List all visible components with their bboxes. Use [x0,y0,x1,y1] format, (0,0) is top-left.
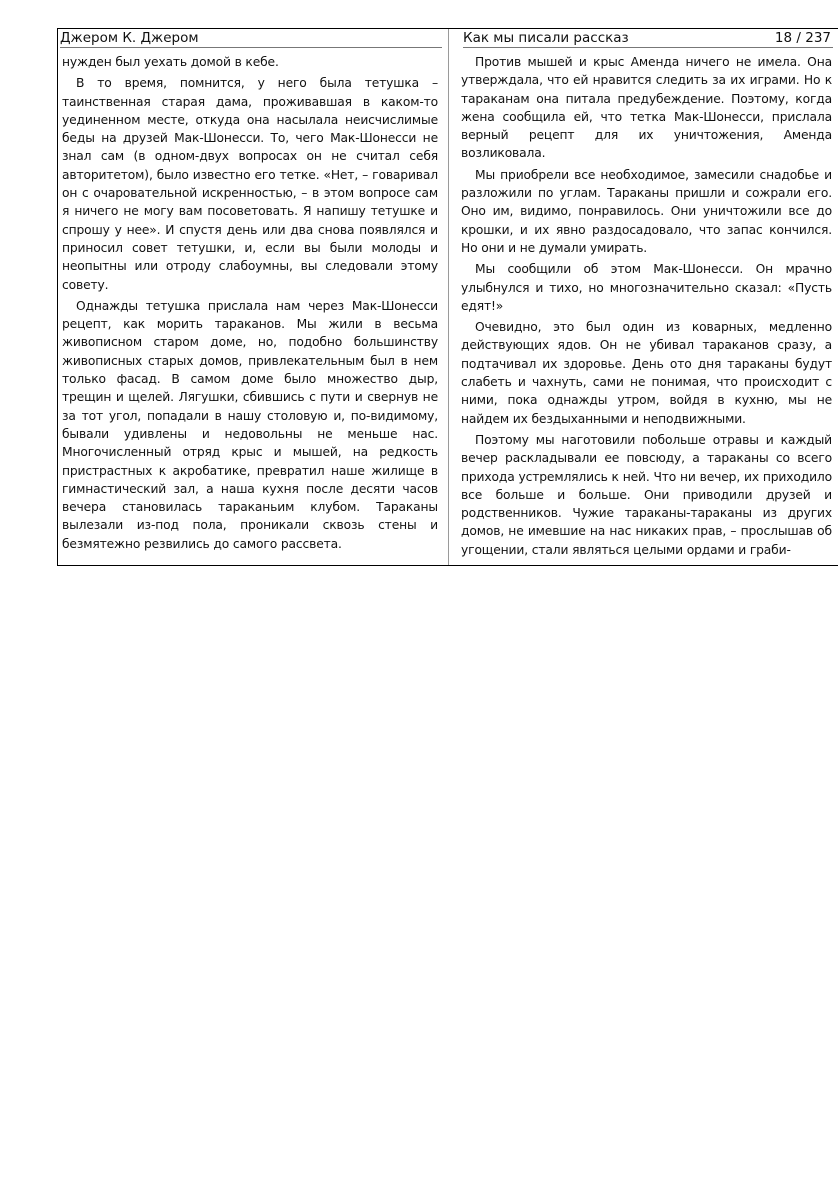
paragraph: Поэтому мы наготовили побольше отравы и каждый вечер раскладывали ее повсюду, а тараканы со всего прихода устремлялись к ней. Что ни вечер, их приходило все больше и больше. Они приводили друзей и родственников. Чужие тараканы-тараканы из других домов, не имевшие на нас никаких прав, – прослышав об угощении, стали являться целыми ордами и граби- [461,432,832,557]
left-page-header [60,29,442,48]
page-number: 18 / 237 [774,30,831,46]
right-page-text [461,53,832,559]
left-page [58,29,449,565]
paragraph: Мы приобрели все необходимое, замесили снадобье и разложили по углам. Тараканы пришли и сожрали его. Оно им, видимо, понравилось. Они уничтожили все до крошки, и их явно раздосадовало, что запас кончился. Но они и не думали умирать. [461,167,832,255]
right-page [449,29,838,565]
header-title: Как мы писали рассказ [463,30,629,46]
book-spread [57,28,838,566]
right-page-header [463,29,833,48]
paragraph: Против мышей и крыс Аменда ничего не имела. Она утверждала, что ей нравится следить за их играми. Но к тараканам она питала предубеждение. Поэтому, когда жена сообщила ей, что тетка Мак-Шонесси, прислала верный рецепт для их уничтожения, Аменда возликовала. [461,55,832,161]
left-page-text [62,53,438,553]
paragraph: Мы сообщили об этом Мак-Шонесси. Он мрачно улыбнулся и тихо, но многозначительно сказал: «Пусть едят!» [461,262,832,313]
header-author: Джером К. Джером [60,30,199,46]
paragraph: Очевидно, это был один из коварных, медленно действующих ядов. Он не убивал тараканов сразу, а подтачивал их здоровье. День ото дня тараканы будут слабеть и чахнуть, сами не понимая, что происходит с ними, пока однажды утром, войдя в кухню, мы не найдем их бездыханными и неподвижными. [461,320,832,426]
paragraph: Однажды тетушка прислала нам через Мак-Шонесси рецепт, как морить тараканов. Мы жили в весьма живописном старом доме, но, подобно большинству живописных старых домов, привлекательным был в нем только фасад. В самом доме было множество дыр, трещин и щелей. Лягушки, сбившись с пути и свернув не за тот угол, попадали в нашу столовую и, по-видимому, бывали удивлены и недовольны не меньше нас. Многочисленный отряд крыс и мышей, на редкость пристрастных к акробатике, превратил наше жилище в гимнастический зал, а наша кухня после десяти часов вечера становилась тараканьим клубом. Тараканы вылезали из-под пола, проникали сквозь стены и безмятежно резвились до самого рассвета. [62,298,438,551]
paragraph: В то время, помнится, у него была тетушка – таинственная старая дама, проживавшая в каком-то уединенном месте, откуда она насылала неисчислимые беды на друзей Мак-Шонесси. То, чего Мак-Шонесси не знал сам (в одном-двух вопросах он не считал себя авторитетом), было известно его тетке. «Нет, – говаривал он с очаровательной искренностью, – в этом вопросе сам я ничего не могу вам посоветовать. Я напишу тетушке и спрошу у нее». И спустя день или два снова появлялся и приносил совет тетушки, и, если вы были молоды и неопытны или отроду слабоумны, вы следовали этому совету. [62,76,438,292]
paragraph: нужден был уехать домой в кебе. [62,55,279,69]
